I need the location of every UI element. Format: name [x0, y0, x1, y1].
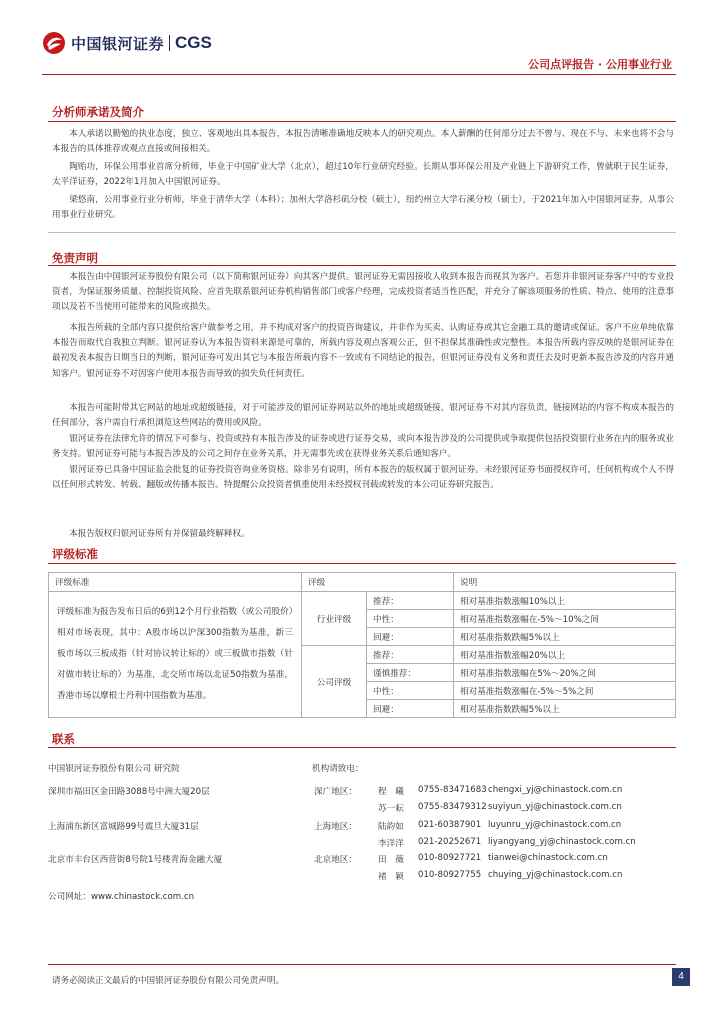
rating-note: 相对基准指数涨幅在-5%～10%之间	[454, 610, 676, 628]
contact-address-shanghai: 上海浦东新区富城路99号震旦大厦31层	[48, 822, 199, 832]
contact-email[interactable]: chuying_yj@chinastock.com.cn	[488, 870, 623, 880]
rating-note: 相对基准指数涨幅在5%～20%之间	[454, 664, 676, 682]
rating-level: 回避：	[367, 628, 454, 646]
contact-name: 李洋洋	[378, 839, 404, 849]
footer-notice: 请务必阅读正文最后的中国银河证券股份有限公司免责声明。	[52, 976, 285, 986]
contact-phone: 010-80927755	[418, 870, 482, 880]
rating-note: 相对基准指数涨幅10%以上	[454, 592, 676, 610]
rating-note: 相对基准指数涨幅在-5%～5%之间	[454, 682, 676, 700]
rating-level: 推荐：	[367, 592, 454, 610]
contact-section-rule	[48, 747, 676, 748]
rating-level: 推荐：	[367, 646, 454, 664]
contact-sales-label: 机构请致电：	[312, 764, 364, 774]
brand-name-en: CGS	[175, 33, 212, 52]
rating-note: 相对基准指数跌幅5%以上	[454, 700, 676, 718]
analyst-section-end-rule	[48, 232, 676, 233]
rating-category-company: 公司评级	[302, 646, 367, 718]
contact-email[interactable]: luyunru_yj@chinastock.com.cn	[488, 820, 622, 830]
contact-name: 褚 颖	[378, 872, 404, 882]
brand-name-cn: 中国银河证券	[71, 34, 165, 53]
disclaimer-para-5: 银河证券已具备中国证监会批复的证券投资咨询业务资格。除非另有说明，所有本报告的版权属于银河证券。未经银河证券书面授权许可，任何机构或个人不得以任何形式转发、转载、翻版或传播本报告。特提醒公众投资者慎重使用未经授权刊载或转发的本公司证券研究报告。	[52, 465, 674, 491]
brand-logo	[42, 30, 212, 56]
contact-phone: 0755-83471683	[418, 785, 487, 795]
analyst-section-title: 分析师承诺及简介	[52, 105, 144, 119]
rating-level: 中性：	[367, 610, 454, 628]
rating-section-title: 评级标准	[52, 547, 98, 561]
disclaimer-section-title: 免责声明	[52, 251, 98, 265]
contact-email[interactable]: chengxi_yj@chinastock.com.cn	[488, 785, 623, 795]
analyst-section-rule	[48, 121, 676, 122]
disclaimer-para-1: 本报告由中国银河证券股份有限公司（以下简称银河证券）向其客户提供。银河证券无需因接收人收到本报告而视其为客户。若您并非银河证券客户中的专业投资者，为保证服务质量、控制投资风险、应首先联系银河证券机构销售部门或客户经理，完成投资者适当性匹配，并充分了解该项服务的性质、特点、使用的注意事项以及若不当使用可能带来的风险或损失。	[52, 272, 674, 313]
rating-section-rule	[48, 563, 676, 564]
contact-phone: 021-20252671	[418, 837, 482, 847]
disclaimer-para-2: 本报告所载的全部内容只提供给客户做参考之用，并不构成对客户的投资咨询建议，并非作为买卖、认购证券或其它金融工具的邀请或保证。客户不应单纯依靠本报告而取代自我独立判断。银河证券认为本报告资料来源是可靠的，所载内容及观点客观公正，但不担保其准确性或完整性。本报告所载内容反映的是银河证券在最初发表本报告日期当日的判断，银河证券可发出其它与本报告所载内容不一致或有不同结论的报告，但银河证券没有义务和责任去及时更新本报告涉及的内容并通知客户。银河证券不对因客户使用本报告而导致的损失负任何责任。	[52, 323, 674, 379]
brand-divider	[169, 35, 170, 51]
disclaimer-section-rule	[48, 265, 676, 266]
report-type: 公司点评报告 · 公用事业行业	[528, 58, 672, 71]
contact-company: 中国银河证券股份有限公司 研究院	[48, 764, 180, 774]
contact-name: 苏一耘	[378, 804, 404, 814]
region-beijing: 北京地区：	[314, 855, 357, 865]
footer-divider	[48, 964, 676, 965]
region-shanghai: 上海地区：	[314, 822, 357, 832]
rating-col-standard: 评级标准	[49, 573, 302, 592]
rating-level: 谨慎推荐：	[367, 664, 454, 682]
rating-standard-description: 评级标准为报告发布日后的6到12个月行业指数（或公司股价）相对市场表现，其中：A股市场以沪深300指数为基准，新三板市场以三板成指（针对协议转让标的）或三板做市指数（针对做市转让标的）为基准，北交所市场以北证50指数为基准，香港市场以摩根士丹利中国指数为基准。	[49, 592, 302, 718]
region-shenguang: 深广地区：	[314, 787, 357, 797]
contact-address-shenzhen: 深圳市福田区金田路3088号中洲大厦20层	[48, 787, 210, 797]
contact-address-beijing: 北京市丰台区西营街8号院1号楼青海金融大厦	[48, 855, 223, 865]
disclaimer-para-3: 本报告可能附带其它网站的地址或超级链接，对于可能涉及的银河证券网站以外的地址或超级链接，银河证券不对其内容负责，链接网站的内容不构成本报告的任何部分，客户需自行承担浏览这些网站的费用或风险。	[52, 403, 674, 429]
contact-phone: 010-80927721	[418, 853, 482, 863]
rating-level: 回避：	[367, 700, 454, 718]
analyst-bio-tao: 陶贻功，环保公用事业首席分析师，毕业于中国矿业大学（北京），超过10年行业研究经验。长期从事环保公用及产业链上下游研究工作，曾就职于民生证券，太平洋证券，2022年1月加入中国银河证券。	[52, 162, 674, 188]
contact-website[interactable]: 公司网址：www.chinastock.com.cn	[48, 892, 195, 902]
page-number: 4	[672, 968, 690, 986]
rating-col-level: 评级	[302, 573, 454, 592]
header-divider	[42, 74, 676, 75]
analyst-commitment: 本人承诺以勤勉的执业态度，独立、客观地出具本报告，本报告清晰准确地反映本人的研究观点。本人薪酬的任何部分过去不曾与、现在不与、未来也将不会与本报告的具体推荐或观点直接或间接相关。	[52, 129, 674, 155]
contact-name: 陆韵如	[378, 822, 404, 832]
contact-name: 田 薇	[378, 855, 404, 865]
rating-col-note: 说明	[454, 573, 676, 592]
galaxy-logo-icon	[42, 31, 66, 55]
contact-name: 程 曦	[378, 787, 404, 797]
contact-phone: 021-60387901	[418, 820, 482, 830]
disclaimer-para-6: 本报告版权归银河证券所有并保留最终解释权。	[69, 529, 250, 539]
rating-category-industry: 行业评级	[302, 592, 367, 646]
analyst-bio-liang: 梁悠南，公用事业行业分析师，毕业于清华大学（本科）；加州大学洛杉矶分校（硕士），纽约州立大学石溪分校（硕士），于2021年加入中国银河证券，从事公用事业行业研究。	[52, 195, 674, 221]
disclaimer-para-4: 银河证券在法律允许的情况下可参与、投资或持有本报告涉及的证券或进行证券交易，或向本报告涉及的公司提供或争取提供包括投资银行业务在内的服务或业务支持。银河证券可能与本报告涉及的公司之间存在业务关系，并无需事先或在获得业务关系后通知客户。	[52, 434, 674, 460]
rating-note: 相对基准指数跌幅5%以上	[454, 628, 676, 646]
contact-email[interactable]: tianwei@chinastock.com.cn	[488, 853, 608, 863]
contact-email[interactable]: liyangyang_yj@chinastock.com.cn	[488, 837, 636, 847]
rating-level: 中性：	[367, 682, 454, 700]
rating-note: 相对基准指数涨幅20%以上	[454, 646, 676, 664]
contact-phone: 0755-83479312	[418, 802, 487, 812]
contact-section-title: 联系	[52, 732, 75, 746]
contact-email[interactable]: suyiyun_yj@chinastock.com.cn	[488, 802, 622, 812]
rating-table-body	[48, 572, 676, 718]
